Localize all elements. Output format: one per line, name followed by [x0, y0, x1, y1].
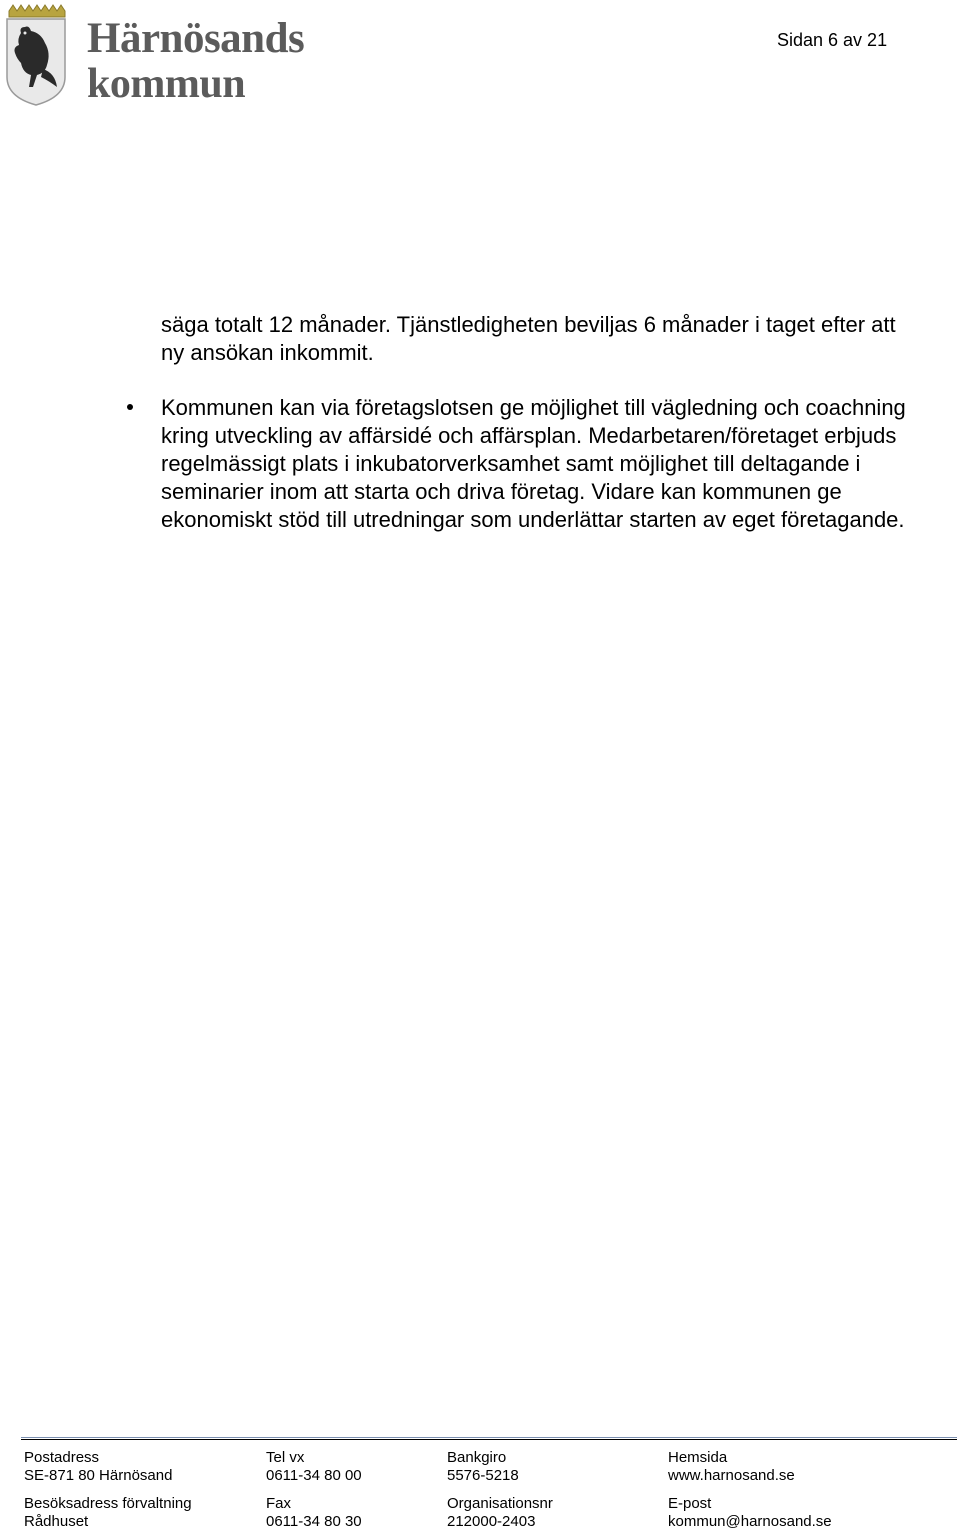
telvx-label: Tel vx — [266, 1449, 305, 1466]
coat-of-arms-icon — [3, 3, 69, 107]
fax-value: 0611-34 80 30 — [266, 1513, 362, 1530]
postadress-value: SE-871 80 Härnösand — [24, 1467, 173, 1484]
epost-label: E-post — [668, 1495, 712, 1512]
besoksadress-value: Rådhuset — [24, 1513, 89, 1530]
fax-label: Fax — [266, 1495, 292, 1512]
logo-wordmark — [87, 17, 304, 105]
continued-paragraph: säga totalt 12 månader. Tjänstledigheten beviljas 6 månader i taget efter att ny ansökan inkommit. — [161, 312, 896, 365]
hemsida-label: Hemsida — [668, 1449, 728, 1466]
footer-divider-accent — [21, 1437, 957, 1438]
telvx-value: 0611-34 80 00 — [266, 1467, 362, 1484]
logo-text-line1: Härnösands — [87, 15, 305, 62]
logo-text-line2: kommun — [87, 61, 246, 107]
document-body — [161, 311, 921, 533]
page-number: Sidan 6 av 21 — [777, 30, 888, 50]
bankgiro-label: Bankgiro — [447, 1449, 507, 1466]
municipality-logo — [3, 3, 303, 107]
footer-column-address — [24, 1449, 192, 1531]
bullet-item — [161, 394, 921, 533]
footer-column-phone — [266, 1449, 362, 1531]
bullet-icon — [127, 404, 133, 410]
orgnr-label: Organisationsnr — [447, 1495, 553, 1512]
footer-column-web — [668, 1449, 832, 1531]
footer-divider — [21, 1439, 957, 1440]
orgnr-value: 212000-2403 — [447, 1513, 536, 1530]
bullet-text: Kommunen kan via företagslotsen ge möjlighet till vägledning och coachning kring utveckling av affärsidé och affärsplan. Medarbetaren/företaget erbjuds regelmässigt plats i inkubatorverksamhet samt möjlighet till deltagande i seminarier inom att starta och driva företag. Vidare kan kommunen ge ekonomiskt stöd till utredningar som underlättar starten av eget företagande. — [161, 395, 906, 532]
footer — [0, 1449, 960, 1531]
besoksadress-label: Besöksadress förvaltning — [24, 1495, 192, 1512]
epost-link[interactable]: kommun@harnosand.se — [668, 1513, 832, 1530]
postadress-label: Postadress — [24, 1449, 100, 1466]
hemsida-link[interactable]: www.harnosand.se — [668, 1467, 795, 1484]
footer-column-bank — [447, 1449, 553, 1531]
bankgiro-value: 5576-5218 — [447, 1467, 519, 1484]
